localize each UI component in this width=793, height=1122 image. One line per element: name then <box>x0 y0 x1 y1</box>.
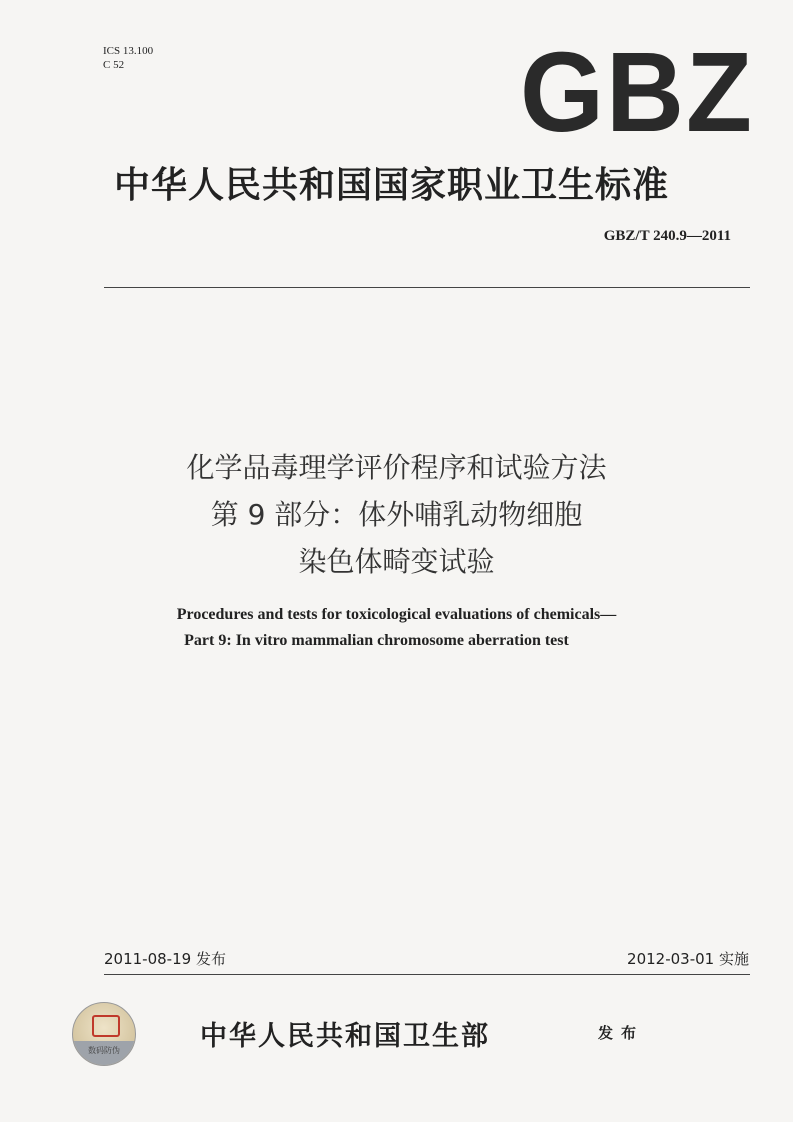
title-cn-line-2: 第 9 部分：体外哺乳动物细胞 <box>210 498 583 531</box>
divider-bottom <box>104 974 750 975</box>
issue-label: 发布 <box>598 1024 645 1042</box>
title-en-line-1: Procedures and tests for toxicological evaluations of chemicals— <box>176 606 617 623</box>
title-cn-line-1: 化学品毒理学评价程序和试验方法 <box>186 451 607 484</box>
title-cn-line-3: 染色体畸变试验 <box>298 545 495 578</box>
issue-date: 2011-08-19 发布 <box>104 950 226 968</box>
effective-date: 2012-03-01 实施 <box>627 950 749 968</box>
divider-top <box>104 287 750 288</box>
classification <box>103 44 153 72</box>
ccs-code: C 52 <box>103 59 125 71</box>
title-en-line-2: Part 9: In vitro mammalian chromosome aberration test <box>184 632 569 649</box>
gbz-logo: GBZ <box>520 27 754 155</box>
ics-code: ICS 13.100 <box>103 45 154 57</box>
anti-counterfeit-stamp <box>72 1002 136 1066</box>
stamp-label: 数码防伪 <box>73 1041 135 1065</box>
standard-code: GBZ/T 240.9—2011 <box>603 228 731 244</box>
standard-org: 中华人民共和国国家职业卫生标准 <box>114 165 670 206</box>
stamp-emblem-icon <box>92 1015 120 1037</box>
issuer: 中华人民共和国卫生部 <box>200 1021 490 1052</box>
